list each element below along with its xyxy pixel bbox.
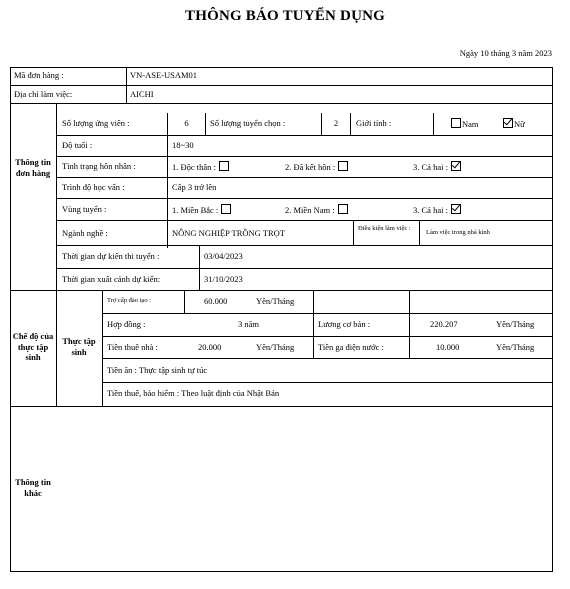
other-info-content <box>57 407 552 571</box>
candidates-label: Số lượng ứng viên : <box>62 118 130 128</box>
region-option-both[interactable] <box>413 204 462 215</box>
order-code-label: Mã đơn hàng : <box>14 70 64 80</box>
age-label: Độ tuổi : <box>62 140 93 150</box>
both-marital-checkbox[interactable] <box>451 161 461 171</box>
marital-single-label: 1. Độc thân : <box>172 162 216 172</box>
single-checkbox[interactable] <box>219 161 229 171</box>
education-value: Cấp 3 trở lên <box>172 182 217 192</box>
candidates-value: 6 <box>184 118 189 128</box>
utility-value: 10.000 <box>436 342 460 352</box>
selected-value: 2 <box>333 118 339 128</box>
marital-label: Tình trạng hôn nhân : <box>62 161 136 171</box>
marital-option-single[interactable] <box>172 161 230 172</box>
address-label: Địa chỉ làm việc: <box>14 89 73 99</box>
rent-value: 20.000 <box>198 342 222 352</box>
salary-label: Lương cơ bản : <box>318 319 371 329</box>
rent-label: Tiền thuê nhà : <box>107 342 158 352</box>
allowance-value: 60.000 <box>204 296 228 306</box>
gender-female[interactable] <box>502 118 525 129</box>
address-value: AICHI <box>130 89 154 99</box>
job-value: NÔNG NGHIỆP TRỒNG TRỌT <box>172 228 285 238</box>
region-both-label: 3. Cả hai : <box>413 205 448 215</box>
region-north-label: 1. Miền Bắc : <box>172 205 219 215</box>
married-checkbox[interactable] <box>338 161 348 171</box>
region-label: Vùng tuyển : <box>62 204 107 214</box>
both-region-checkbox[interactable] <box>451 204 461 214</box>
tax-note: Tiền thuế, bảo hiểm : Theo luật định của Nhật Bản <box>107 388 280 398</box>
education-label: Trình độ học vấn : <box>62 182 125 192</box>
south-checkbox[interactable] <box>338 204 348 214</box>
salary-unit: Yên/Tháng <box>496 319 535 329</box>
female-checkbox[interactable] <box>503 118 513 128</box>
condition-label: Điều kiện làm việc : <box>358 225 411 232</box>
marital-option-married[interactable] <box>285 161 349 172</box>
exam-date-value: 03/04/2023 <box>204 251 243 261</box>
utility-unit: Yên/Tháng <box>496 342 535 352</box>
male-checkbox[interactable] <box>451 118 461 128</box>
subsection-trainee: Thực tập sinh <box>62 336 96 357</box>
notice-date: Ngày 10 tháng 3 năm 2023 <box>459 48 552 58</box>
section-benefits: Chế độ của thực tập sinh <box>12 331 54 363</box>
utility-label: Tiền ga điện nước : <box>318 342 384 352</box>
section-other-info: Thông tin khác <box>15 477 51 498</box>
job-label: Ngành nghề : <box>62 228 108 238</box>
selected-label: Số lượng tuyển chọn : <box>210 118 286 128</box>
marital-option-both[interactable] <box>413 161 462 172</box>
page-title: THÔNG BÁO TUYỂN DỤNG <box>185 8 385 24</box>
allowance-label: Trợ cấp đào tạo : <box>107 297 151 304</box>
marital-married-label: 2. Đã kết hôn : <box>285 162 336 172</box>
age-value: 18~30 <box>172 140 194 150</box>
region-option-south[interactable] <box>285 204 349 215</box>
contract-label: Hợp đồng : <box>107 319 146 329</box>
female-label: Nữ <box>514 119 525 129</box>
departure-value: 31/10/2023 <box>204 274 243 284</box>
region-option-north[interactable] <box>172 204 232 215</box>
contract-value: 3 năm <box>237 319 259 329</box>
north-checkbox[interactable] <box>221 204 231 214</box>
departure-label: Thời gian xuất cảnh dự kiến: <box>62 274 161 284</box>
rent-unit: Yên/Tháng <box>256 342 295 352</box>
marital-both-label: 3. Cả hai : <box>413 162 448 172</box>
region-south-label: 2. Miền Nam : <box>285 205 335 215</box>
male-label: Nam <box>462 119 479 129</box>
meals-note: Tiền ăn : Thực tập sinh tự túc <box>107 365 208 375</box>
salary-value: 220.207 <box>430 319 458 329</box>
exam-date-label: Thời gian dự kiến thi tuyển : <box>62 251 160 261</box>
condition-value: Làm việc trong nhà kính <box>426 229 490 236</box>
order-code-value: VN-ASE-USAM01 <box>130 70 198 80</box>
gender-male[interactable] <box>450 118 479 129</box>
allowance-unit: Yên/Tháng <box>256 296 295 306</box>
section-order-info: Thông tin đơn hàng <box>15 157 51 178</box>
gender-label: Giới tính : <box>356 118 392 128</box>
